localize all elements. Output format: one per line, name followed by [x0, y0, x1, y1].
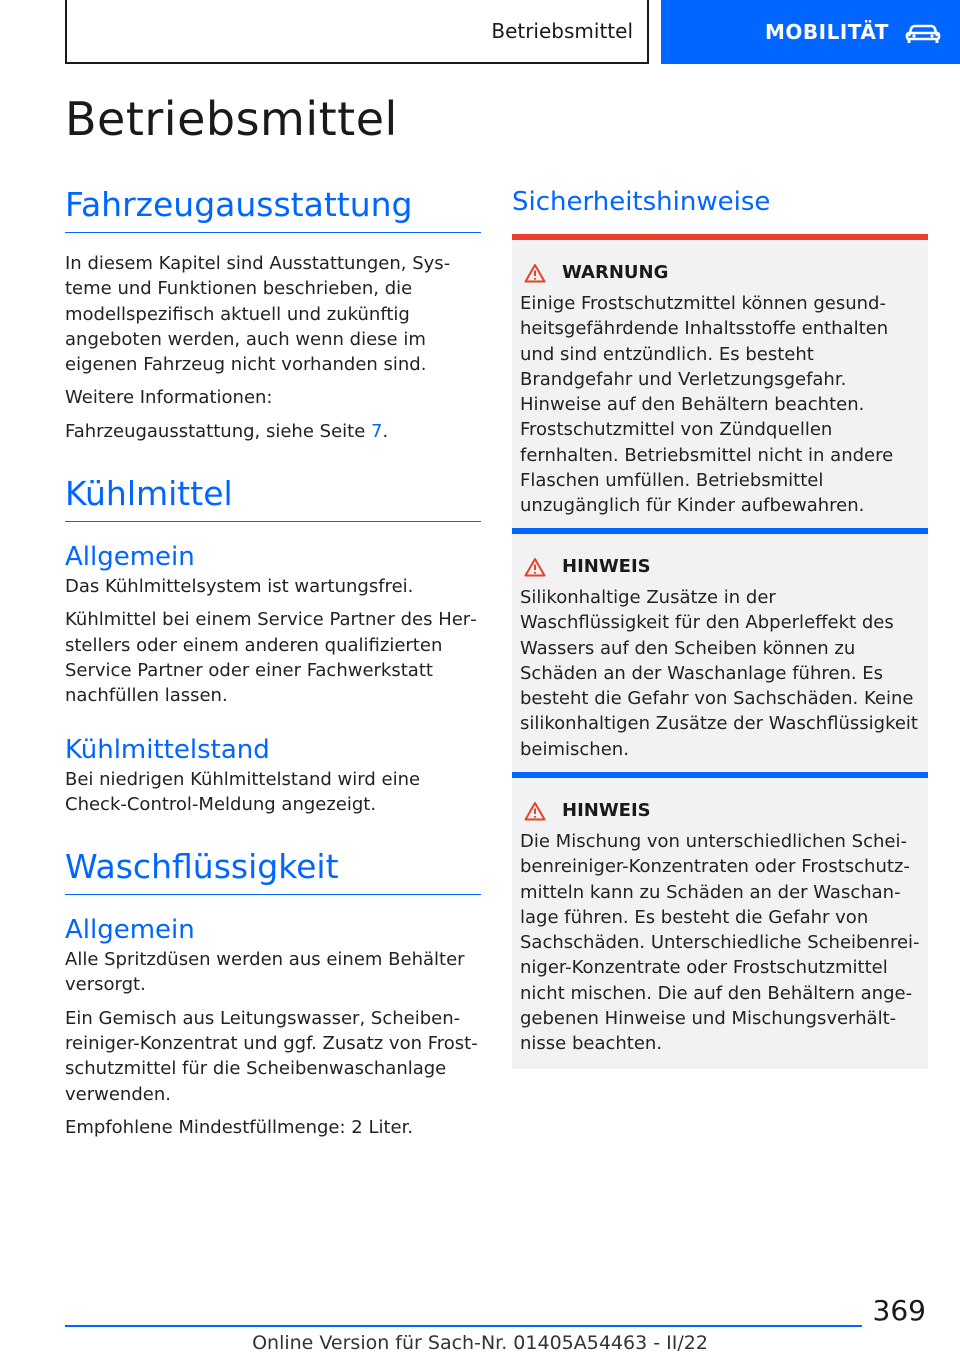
warning-text: Einige Frostschutzmittel können gesundheitsgefährdende Inhaltsstoffe enthalten und sind entzündlich. Es besteht Brandgefahr und Verletzungsgefahr. Hinweise auf den Behältern beachten. Frostschutzmittel von Zündquellen fernhalten. Betriebsmittel nicht in andere Flaschen umfüllen. Betriebsmittel unzugänglich für Kinder aufbewahren. — [520, 293, 894, 517]
footer-divider — [65, 1325, 862, 1327]
section-title-fahrzeugausstattung: Fahrzeugausstattung — [65, 185, 481, 233]
warning-triangle-icon — [524, 263, 546, 283]
header-section-label: Betriebsmittel — [491, 19, 633, 43]
header-section-tab — [65, 0, 649, 64]
paragraph: Empfohlene Mindestfüllmenge: 2 Liter. — [65, 1116, 414, 1138]
right-column — [512, 185, 928, 225]
paragraph: Kühlmittel bei einem Service Partner des Herstellers oder einem anderen qualifizierten Service Partner oder einer Fachwerkstatt nachfüllen lassen. — [65, 609, 477, 707]
section-title-kuehlmittel: Kühlmittel — [65, 474, 481, 522]
section-title-waschfluessigkeit: Waschflüssigkeit — [65, 847, 481, 895]
subsection-title-allgemein: Allgemein — [65, 542, 195, 573]
left-column — [65, 185, 481, 1148]
warning-header — [520, 262, 922, 283]
notice-label: HINWEIS — [562, 800, 651, 821]
notice-header — [520, 556, 922, 577]
paragraph: Weitere Informationen: — [65, 387, 273, 409]
paragraph: Bei niedrigen Kühlmittelstand wird eine Check-Control-Meldung angezeigt. — [65, 768, 421, 815]
paragraph: Das Kühlmittelsystem ist wartungsfrei. — [65, 576, 414, 598]
notice-header — [520, 800, 922, 821]
subsection-title-kuehlmittelstand: Kühlmittelstand — [65, 734, 270, 765]
reference-text: Fahrzeugausstattung, siehe Seite — [65, 420, 371, 442]
paragraph-reference — [65, 419, 481, 444]
footer-text: Online Version für Sach-Nr. 01405A54463 - II/22 — [252, 1332, 708, 1354]
paragraph: In diesem Kapitel sind Ausstattungen, Systeme und Funktionen beschrieben, die modellspezifisch aktuell und zukünftig angeboten werden, auch wenn diese im eigenen Fahrzeug nicht vorhanden sind. — [65, 253, 451, 376]
notice-box-2 — [512, 772, 928, 1069]
notice-text: Silikonhaltige Zusätze in der Waschflüssigkeit für den Abperleffekt des Wassers auf den Scheiben können zu Schäden an der Waschanlage führen. Es besteht die Gefahr von Sachschäden. Keine silikonhaltigen Zusätze der Waschflüssigkeit beimischen. — [520, 587, 918, 760]
warning-box — [512, 234, 928, 531]
warning-triangle-icon — [524, 801, 546, 821]
warning-label: WARNUNG — [562, 262, 669, 283]
header-chapter-tab — [661, 0, 960, 64]
warning-triangle-icon — [524, 557, 546, 577]
paragraph: Ein Gemisch aus Leitungswasser, Scheibenreiniger-Konzentrat und ggf. Zusatz von Frostschutzmittel für die Scheibenwaschanlage verwenden. — [65, 1007, 478, 1105]
page-title: Betriebsmittel — [65, 92, 398, 146]
page-number: 369 — [872, 1294, 926, 1327]
notice-box-1 — [512, 528, 928, 774]
page-link[interactable]: 7 — [371, 420, 383, 442]
paragraph: Alle Spritzdüsen werden aus einem Behälter versorgt. — [65, 949, 465, 996]
notice-label: HINWEIS — [562, 556, 651, 577]
reference-end: . — [382, 420, 389, 442]
subsection-title-allgemein: Allgemein — [65, 915, 195, 946]
section-title-sicherheitshinweise: Sicherheitshinweise — [512, 187, 771, 217]
header-chapter-label: MOBILITÄT — [765, 20, 889, 44]
car-icon — [905, 20, 941, 44]
notice-text: Die Mischung von unterschiedlichen Scheibenreiniger-Konzentraten oder Frostschutzmitteln kann zu Schäden an der Waschanlage führen. Es besteht die Gefahr von Sachschäden. Unterschiedliche Scheibenreiniger-Konzentrate oder Frostschutzmittel nicht mischen. Die auf den Behältern angegebenen Hinweise und Mischungsverhältnisse beachten. — [520, 831, 920, 1055]
